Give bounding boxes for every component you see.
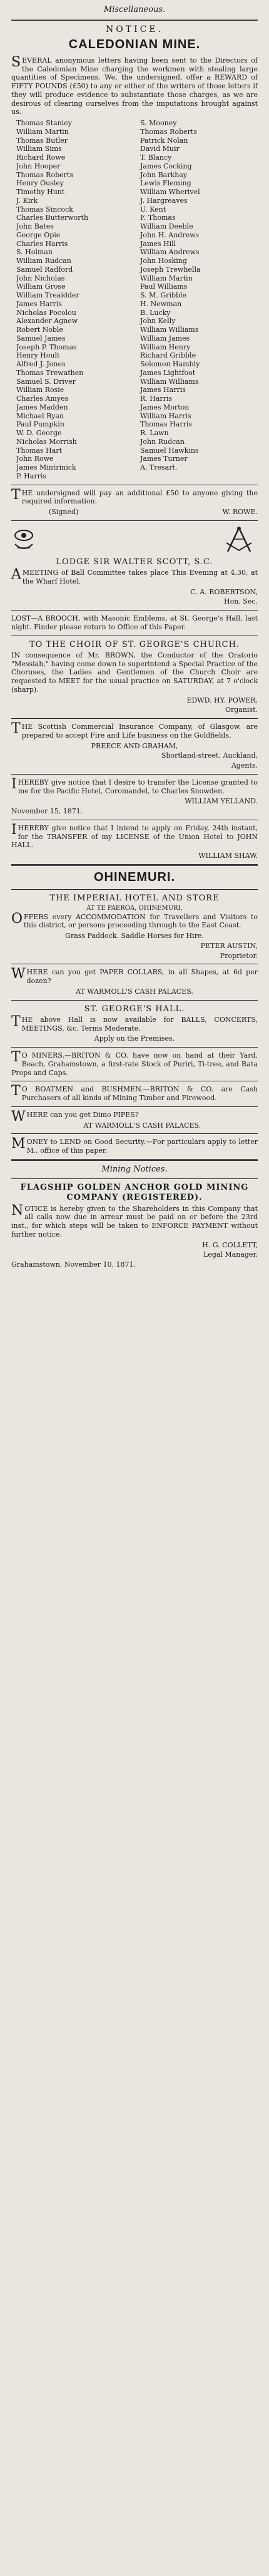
signatory-name: James Morton bbox=[140, 403, 190, 411]
signatory-name: Patrick Nolan bbox=[140, 136, 188, 145]
section-heading-miscellaneous: Miscellaneous. bbox=[103, 5, 166, 14]
signatory-name: H. Newman bbox=[140, 299, 182, 308]
insurance-role: Agents. bbox=[231, 761, 258, 770]
signatory-name: Henry Hoult bbox=[16, 351, 60, 360]
signatory-name: William Grose bbox=[16, 282, 66, 291]
signatory-name: John Bates bbox=[16, 222, 54, 230]
shaw-notice bbox=[11, 824, 258, 860]
flagship-notice bbox=[11, 1183, 258, 1269]
signatory-name: S. Holman bbox=[16, 248, 53, 257]
divider bbox=[11, 1000, 258, 1001]
signatory-name: Nicholas Morrish bbox=[16, 437, 77, 446]
choir-notice bbox=[11, 640, 258, 715]
money-body: MONEY to LEND on Good Security.—For particulars apply to letter M., office of this paper. bbox=[11, 1136, 258, 1155]
caledonian-notice bbox=[11, 24, 258, 480]
signatory-name: John Hooper bbox=[16, 162, 61, 170]
yelland-notice bbox=[11, 778, 258, 816]
lost-body: LOST—A BROOCH, with Masonic Emblems, at St. George's Hall, last night. Finder please return to Office of this Paper. bbox=[11, 614, 258, 631]
divider bbox=[11, 889, 258, 890]
signatory-name: William Martin bbox=[16, 127, 69, 136]
miners-ad bbox=[11, 1051, 258, 1077]
signatory-name: Michael Ryan bbox=[16, 411, 64, 420]
collars-ad bbox=[11, 968, 258, 996]
signatory-name: Alfred J. Jones bbox=[16, 360, 66, 368]
signatory-name: R. Lawn bbox=[140, 429, 169, 437]
hall-ad bbox=[11, 1004, 258, 1044]
signatory-name: Charles Amyes bbox=[16, 394, 69, 403]
signed-label: (Signed) bbox=[49, 508, 79, 516]
hotel-subtitle: AT TE PAEROA, OHINEMURI, bbox=[86, 905, 183, 912]
signatory-name: James Turner bbox=[140, 455, 188, 463]
signatory-name: Thomas Roberts bbox=[140, 127, 197, 136]
lodge-notice bbox=[11, 525, 258, 606]
divider bbox=[11, 1047, 258, 1048]
insurance-firm: PREECE AND GRAHAM, bbox=[91, 741, 178, 750]
signatory-name: Charles Butterworth bbox=[16, 214, 89, 222]
signatory-name: Samuel S. Driver bbox=[16, 377, 76, 386]
ohinemuri-section bbox=[11, 870, 258, 961]
signatory-name: James Harris bbox=[140, 386, 186, 394]
ohinemuri-title: OHINEMURI. bbox=[94, 870, 175, 884]
lodge-role: Hon. Sec. bbox=[224, 597, 258, 606]
signatory-name: John Nicholas bbox=[16, 274, 65, 282]
signatory-name: Paul Pumpkin bbox=[16, 420, 64, 429]
signatory-name: William Wherivel bbox=[140, 188, 200, 196]
signatory-name: William James bbox=[140, 334, 190, 343]
signatory-name: John Kelly bbox=[140, 317, 176, 326]
flagship-title: FLAGSHIP GOLDEN ANCHOR GOLD MINING COMPANY (REGISTERED). bbox=[20, 1183, 249, 1203]
signatory-name: P. Harris bbox=[16, 471, 46, 480]
newspaper-column bbox=[6, 0, 263, 1275]
yelland-body: IHEREBY give notice that I desire to transfer the License granted to me for the Pacific Hotel, Coromandel, to Charles Snowden. bbox=[11, 776, 258, 795]
rowe-body: THE undersigned will pay an additional £50 to anyone giving the required information. bbox=[11, 487, 258, 506]
signatory-name: Lewis Fleming bbox=[140, 179, 191, 188]
divider bbox=[11, 718, 258, 719]
insurance-body: THE Scottish Commercial Insurance Company, of Glasgow, are prepared to accept Fire and Life business on the Goldfields. bbox=[11, 721, 258, 739]
flagship-body: NOTICE is hereby given to the Shareholders in this Company that all calls now due in arrear must be paid on or before the 23rd inst., for which steps will be taken to ENFORCE PAYMENT without further notice. bbox=[11, 1202, 258, 1239]
hall-title: ST. GEORGE'S HALL. bbox=[84, 1004, 185, 1014]
hotel-signature: PETER AUSTIN, bbox=[200, 941, 258, 950]
money-ad bbox=[11, 1138, 258, 1155]
hotel-body: OFFERS every ACCOMMODATION for Travellers and Visitors to this district, or persons proceeding through to the East Coast. bbox=[11, 910, 258, 930]
signatory-name: John H. Andrews bbox=[140, 230, 200, 239]
caledonian-body: SEVERAL anonymous letters having been sent to the Directors of the Caledonian Mine charging the workmen with stealing large quantities of Specimens. We, the undersigned, offer a REWARD of FIFTY POUNDS (£50) to any or either of the writers of those letters if they will produce evidence to substantiate those charges, as we are desirous of clearing ourselves from the imputations brought against us. bbox=[11, 54, 258, 116]
signatory-name: Joseph Trewhella bbox=[140, 265, 201, 274]
signatory-name: David Muir bbox=[140, 145, 180, 153]
signatory-name: Thomas Roberts bbox=[16, 170, 73, 179]
signatory-name: Thomas Butler bbox=[16, 136, 68, 145]
choir-signature: EDWD. HY. POWER, bbox=[186, 696, 258, 704]
caledonian-title: CALEDONIAN MINE. bbox=[68, 37, 201, 51]
lost-notice bbox=[11, 614, 258, 632]
signatory-name: Alexander Agnew bbox=[16, 317, 78, 326]
divider bbox=[11, 774, 258, 775]
boatmen-ad bbox=[11, 1085, 258, 1103]
signatory-name: Timothy Hunt bbox=[16, 188, 65, 196]
signatory-name: R. Harris bbox=[140, 394, 173, 403]
yelland-signature: WILLIAM YELLAND. bbox=[185, 797, 258, 806]
signatories-list bbox=[16, 119, 258, 481]
divider bbox=[11, 1178, 258, 1179]
signatory-name: Richard Gribble bbox=[140, 351, 196, 360]
signatory-name: William Deeble bbox=[140, 222, 193, 230]
signatory-name: John Barkhay bbox=[140, 170, 188, 179]
signatory-name: James Madden bbox=[16, 403, 68, 411]
pipes-ad bbox=[11, 1108, 258, 1130]
miners-body: TO MINERS.—BRITON & CO. have now on hand at their Yard, Beach, Grahamstown, a first-rate Stock of Puriri, Ti-tree, and Rata Props and Caps. bbox=[11, 1049, 258, 1077]
signatory-name: James Cocking bbox=[140, 162, 192, 170]
flagship-role: Legal Manager. bbox=[203, 1250, 258, 1259]
signatory-name: Thomas Harris bbox=[140, 420, 193, 429]
collars-body: WHERE can you get PAPER COLLARS, in all Shapes, at 6d per dozen? bbox=[11, 966, 258, 985]
signatory-name: W. D. George bbox=[16, 429, 62, 437]
signatory-name: Nicholas Pocolou bbox=[16, 308, 76, 317]
signatory-name: James Harris bbox=[16, 299, 62, 308]
hotel-extra: Grass Paddock. Saddle Horses for Hire. bbox=[65, 932, 204, 940]
signatory-name: Charles Harris bbox=[16, 239, 68, 248]
square-and-compass-icon bbox=[220, 525, 258, 554]
signatory-name: Richard Rowe bbox=[16, 153, 66, 162]
all-seeing-eye-icon bbox=[11, 525, 36, 554]
signatories-right-column bbox=[140, 119, 258, 481]
hotel-title: THE IMPERIAL HOTEL AND STORE bbox=[49, 893, 220, 903]
shaw-body: IHEREBY give notice that I intend to apply on Friday, 24th instant, for the TRANSFER of my LICENSE of the Union Hotel to JOHN HALL. bbox=[11, 822, 258, 850]
signatory-name: B. Lucky bbox=[140, 308, 171, 317]
pipes-answer: AT WARMOLL'S CASH PALACES. bbox=[83, 1121, 201, 1130]
signatory-name: J. Kirk bbox=[16, 196, 38, 205]
signatory-name: John Rowe bbox=[16, 455, 54, 463]
lodge-title: LODGE SIR WALTER SCOTT, S.C. bbox=[56, 557, 213, 567]
rowe-name: W. ROWE. bbox=[222, 508, 258, 516]
divider bbox=[11, 520, 258, 521]
hall-apply: Apply on the Premises. bbox=[94, 1034, 175, 1043]
signatory-name: James Hill bbox=[140, 239, 176, 248]
signatory-name: Thomas Trewathen bbox=[16, 368, 84, 377]
signatory-name: Samuel James bbox=[16, 334, 66, 343]
signatory-name: William Williams bbox=[140, 326, 199, 334]
section-heading-mining: Mining Notices. bbox=[101, 1164, 168, 1174]
signatory-name: William Martin bbox=[140, 274, 193, 282]
signatory-name: Joseph P. Thomas bbox=[16, 343, 77, 351]
signatory-name: James Lightfoot bbox=[140, 368, 196, 377]
signatory-name: Solomon Hambly bbox=[140, 360, 200, 368]
flagship-signature: H. G. COLLETT, bbox=[202, 1240, 258, 1249]
signatory-name: Thomas Hart bbox=[16, 446, 63, 455]
lodge-body: AMEETING of Ball Committee takes place This Evening at 4.30, at the Wharf Hotel. bbox=[11, 567, 258, 585]
signatory-name: Samuel Radford bbox=[16, 265, 73, 274]
signatory-name: J. Hargreaves bbox=[140, 196, 188, 205]
divider bbox=[11, 864, 258, 866]
choir-body: IN consequence of Mr. BROWN, the Conductor of the Oratorio "Messiah," having come down to superintend a Special Practice of the Choruses, the Ladies and Gentlemen of the Church Choir are requested to MEET for the usual practice on SATURDAY, at 7 o'clock (sharp). bbox=[11, 651, 258, 694]
notice-heading: NOTICE. bbox=[106, 24, 163, 35]
signatory-name: S. Mooney bbox=[140, 119, 177, 127]
signatory-name: George Opie bbox=[16, 230, 61, 239]
hotel-role: Proprietor. bbox=[220, 951, 258, 960]
divider bbox=[11, 19, 258, 21]
signatory-name: William Treaidder bbox=[16, 291, 79, 299]
signatory-name: Thomas Sincock bbox=[16, 205, 73, 214]
signatory-name: U. Kent bbox=[140, 205, 166, 214]
rowe-signature bbox=[11, 508, 258, 517]
signatory-name: Samuel Hawkins bbox=[140, 446, 199, 455]
boatmen-body: TO BOATMEN and BUSHMEN.—BRITON & CO. are Cash Purchasers of all kinds of Mining Timber and Firewood. bbox=[11, 1083, 258, 1102]
signatory-name: F. Thomas bbox=[140, 214, 176, 222]
signatory-name: William Harris bbox=[140, 411, 191, 420]
flagship-date: Grahamstown, November 10, 1871. bbox=[11, 1260, 136, 1269]
signatory-name: T. Blancy bbox=[140, 153, 172, 162]
signatory-name: William Williams bbox=[140, 377, 199, 386]
hall-body: THE above Hall is now available for BALLS, CONCERTS, MEETINGS, &c. Terms Moderate. bbox=[11, 1013, 258, 1033]
pipes-body: WHERE can you get Dimo PIPES? bbox=[11, 1108, 139, 1125]
divider bbox=[11, 1159, 258, 1161]
insurance-notice bbox=[11, 723, 258, 770]
choir-role: Organist. bbox=[225, 706, 258, 714]
masonic-emblems bbox=[11, 525, 258, 555]
lodge-signature: C. A. ROBERTSON, bbox=[190, 587, 258, 596]
signatory-name: Thomas Stanley bbox=[16, 119, 73, 127]
signatory-name: A. Tresart. bbox=[140, 463, 178, 471]
signatory-name: William Rosie bbox=[16, 386, 64, 394]
signatories-left-column bbox=[16, 119, 134, 481]
collars-answer: AT WARMOLL'S CASH PALACES. bbox=[76, 987, 193, 996]
insurance-address: Shortland-street, Auckland, bbox=[161, 751, 258, 760]
divider bbox=[11, 1133, 258, 1134]
signatory-name: Paul Williams bbox=[140, 282, 188, 291]
shaw-signature: WILLIAM SHAW. bbox=[198, 852, 258, 860]
signatory-name: William Sims bbox=[16, 145, 62, 153]
signatory-name: James Mintrinick bbox=[16, 463, 76, 471]
signatory-name: William Henry bbox=[140, 343, 191, 351]
signatory-name: John Hosking bbox=[140, 257, 187, 265]
signatory-name: S. M. Gribble bbox=[140, 291, 187, 299]
signatory-name: John Rudcan bbox=[140, 437, 185, 446]
signatory-name: William Rudcan bbox=[16, 257, 71, 265]
divider bbox=[11, 1106, 258, 1107]
rowe-notice bbox=[11, 489, 258, 517]
choir-title: TO THE CHOIR OF ST. GEORGE'S CHURCH. bbox=[29, 639, 240, 649]
yelland-date: November 15, 1871. bbox=[11, 807, 83, 815]
signatory-name: Robert Noble bbox=[16, 326, 63, 334]
divider bbox=[11, 610, 258, 611]
signatory-name: Henry Ousley bbox=[16, 179, 64, 188]
signatory-name: William Andrews bbox=[140, 248, 200, 257]
